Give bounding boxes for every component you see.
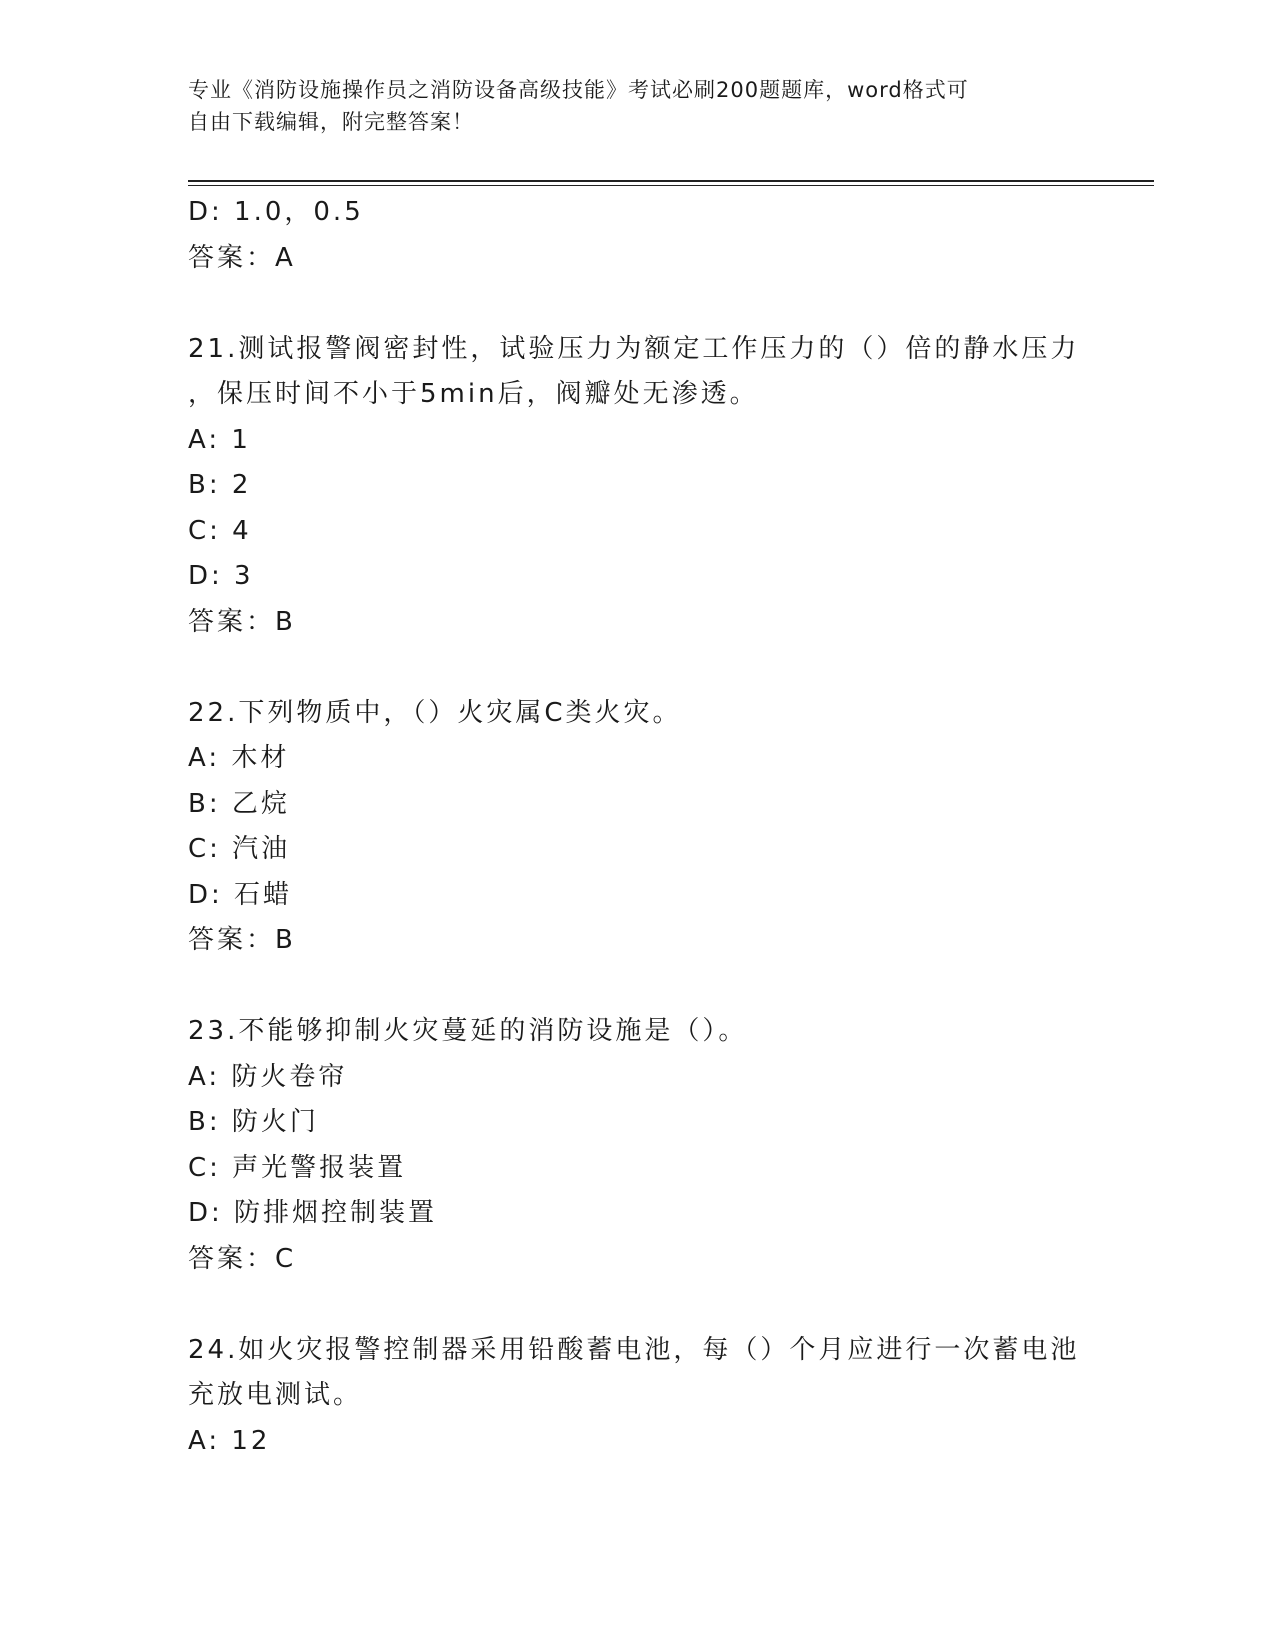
header-rule-thin (188, 185, 1154, 186)
question-stem: 21.测试报警阀密封性，试验压力为额定工作压力的（）倍的静水压力 (188, 333, 1080, 364)
question-23 (188, 1009, 1088, 1282)
spacer (188, 964, 1088, 1010)
question-list (188, 190, 1088, 1464)
question-stem: 23.不能够抑制火灾蔓延的消防设施是（）。 (188, 1016, 748, 1046)
prev-answer: 答案：A (188, 242, 296, 273)
answer: 答案：B (188, 606, 296, 637)
header-line-2: 自由下载编辑，附完整答案！ (188, 110, 474, 134)
question-stem: 22.下列物质中，（）火灾属C类火灾。 (188, 697, 682, 728)
answer: 答案：C (188, 1243, 297, 1274)
option-d: D: 防排烟控制装置 (188, 1198, 438, 1228)
document-header (188, 74, 1078, 138)
question-stem-cont: ，保压时间不小于5min后，阀瓣处无渗透。 (188, 379, 759, 409)
option-b: B: 防火门 (188, 1107, 319, 1137)
spacer (188, 645, 1088, 691)
prev-option-d: D: 1.0，0.5 (188, 197, 364, 227)
header-rule-thick (188, 180, 1154, 182)
option-a: A: 12 (188, 1425, 271, 1456)
option-d: D: 石蜡 (188, 879, 293, 910)
spacer (188, 1282, 1088, 1328)
answer: 答案：B (188, 925, 296, 955)
question-stem-cont: 充放电测试。 (188, 1380, 363, 1410)
option-a: A: 1 (188, 424, 251, 455)
question-stem: 24.如火灾报警控制器采用铅酸蓄电池，每（）个月应进行一次蓄电池 (188, 1334, 1080, 1365)
question-21 (188, 327, 1088, 646)
spacer (188, 281, 1088, 327)
header-line-1: 专业《消防设施操作员之消防设备高级技能》考试必刷200题题库，word格式可 (188, 78, 969, 102)
option-a: A: 木材 (188, 743, 290, 773)
option-c: C: 声光警报装置 (188, 1152, 407, 1183)
question-24 (188, 1328, 1088, 1465)
option-b: B: 2 (188, 470, 252, 500)
option-c: C: 汽油 (188, 834, 291, 864)
question-22 (188, 691, 1088, 964)
option-c: C: 4 (188, 515, 252, 546)
option-d: D: 3 (188, 561, 254, 591)
option-a: A: 防火卷帘 (188, 1061, 348, 1092)
option-b: B: 乙烷 (188, 788, 290, 819)
